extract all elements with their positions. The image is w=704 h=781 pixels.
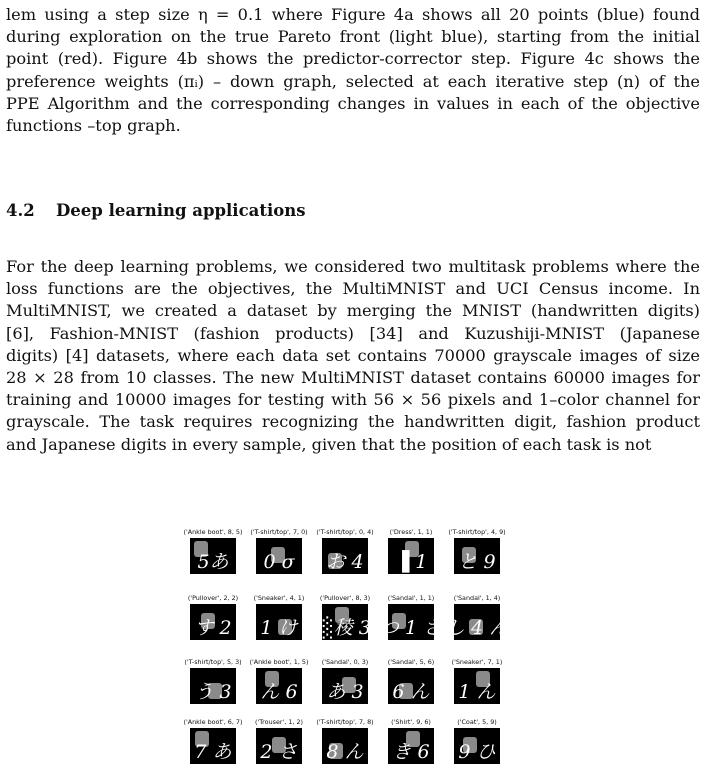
paragraph-pareto-description: [6, 4, 700, 137]
sample-caption: ('Ankle boot', 8, 5): [183, 528, 243, 536]
sample-image: [445, 604, 509, 640]
sample-caption: ('Ankle boot', 6, 7): [183, 718, 243, 726]
text-line: training and 10000 images for testing with 56 × 56 pixels and 1–color channel for: [6, 390, 700, 410]
sample-caption: ('Sandal', 0, 3): [321, 658, 369, 666]
text-line: during exploration on the true Pareto front (light blue), starting from the initial: [6, 27, 700, 47]
text-line: 28 × 28 from 10 classes. The new MultiMNIST dataset contains 60000 images for: [6, 368, 700, 388]
sample-image: [388, 538, 434, 574]
text-line: digits) [4] datasets, where each data set contains 70000 grayscale images of size: [6, 345, 700, 365]
paragraph-deep-learning: [6, 256, 700, 456]
svg-text:0 σ: 0 σ: [263, 551, 295, 573]
sample-image: [379, 604, 443, 640]
sample-caption: ('Shirt', 9, 6): [391, 718, 431, 726]
sample-image: [319, 604, 371, 640]
svg-text:き 6: き 6: [392, 741, 430, 763]
sample-image: [256, 728, 302, 764]
text-line: lem using a step size η = 0.1 where Figure 4a shows all 20 points (blue) found: [6, 5, 700, 24]
svg-text:░稜 3: ░稜 3: [319, 617, 371, 639]
sample-image: [454, 728, 500, 764]
sample-image: [454, 668, 500, 704]
text-line: loss functions are the objectives, the MultiMNIST and UCI Census income. In: [6, 279, 700, 299]
text-line: grayscale. The task requires recognizing the handwritten digit, fashion product: [6, 412, 700, 432]
section-heading: [6, 201, 306, 220]
svg-text:▐ 1: ▐ 1: [394, 551, 428, 573]
text-line: and Japanese digits in every sample, given that the position of each task is not: [6, 434, 652, 454]
svg-text:7 あ: 7 あ: [194, 741, 232, 763]
svg-text:1 け: 1 け: [260, 617, 298, 639]
svg-text:お 4: お 4: [326, 551, 364, 573]
svg-text:す 2: す 2: [194, 617, 232, 639]
sample-image: [388, 668, 434, 704]
sample-image: [190, 728, 236, 764]
sample-caption: ('T-shirt/top', 5, 3): [184, 658, 242, 666]
svg-text:8 ん: 8 ん: [326, 741, 364, 763]
sample-caption: ('Dress', 1, 1): [389, 528, 433, 536]
section-number: 4.2: [6, 201, 35, 220]
text-line: point (red). Figure 4b shows the predictor-corrector step. Figure 4c shows the: [6, 49, 700, 69]
sample-image: [256, 668, 302, 704]
text-line: functions –top graph.: [6, 116, 181, 136]
svg-text:あ 3: あ 3: [326, 681, 364, 703]
sample-image: [256, 538, 302, 574]
sample-caption: ('Sandal', 1, 1): [387, 594, 435, 602]
svg-text:9 ひ: 9 ひ: [458, 741, 496, 763]
sample-image: [190, 604, 236, 640]
sample-caption: ('Pullover', 8, 3): [319, 594, 371, 602]
section-title: Deep learning applications: [56, 201, 306, 220]
text-line: [6], Fashion-MNIST (fashion products) [34] and Kuzushiji-MNIST (Japanese: [6, 323, 700, 343]
svg-text:1 ん: 1 ん: [458, 681, 496, 703]
sample-caption: ('Trouser', 1, 2): [254, 718, 304, 726]
sample-caption: ('Coat', 5, 9): [457, 718, 497, 726]
sample-image: [190, 538, 236, 574]
text-line: MultiMNIST, we created a dataset by merging the MNIST (handwritten digits): [6, 301, 700, 321]
svg-text:6 ん: 6 ん: [392, 681, 430, 703]
svg-text:う 3: う 3: [194, 681, 232, 703]
text-line: preference weights (πᵢ) – down graph, selected at each iterative step (n) of the: [6, 71, 700, 91]
text-line: For the deep learning problems, we considered two multitask problems where the: [6, 257, 700, 276]
sample-caption: ('T-shirt/top', 0, 4): [316, 528, 374, 536]
sample-caption: ('T-shirt/top', 7, 0): [250, 528, 308, 536]
sample-image: [388, 728, 434, 764]
sample-caption: ('Sandal', 5, 6): [387, 658, 435, 666]
sample-caption: ('T-shirt/top', 4, 9): [448, 528, 506, 536]
sample-caption: ('Ankle boot', 1, 5): [249, 658, 309, 666]
sample-image: [190, 668, 236, 704]
svg-text:5あ: 5あ: [197, 551, 229, 573]
svg-text:し 4 ん: し 4 ん: [445, 617, 509, 639]
sample-caption: ('Sandal', 1, 4): [453, 594, 501, 602]
sample-image: [322, 728, 368, 764]
svg-text:2 さ: 2 さ: [260, 741, 298, 763]
svg-text:つ 1 さ: つ 1 さ: [379, 617, 443, 639]
sample-caption: ('Pullover', 2, 2): [187, 594, 239, 602]
sample-caption: ('Sneaker', 4, 1): [253, 594, 305, 602]
text-line: PPE Algorithm and the corresponding changes in values in each of the objective: [6, 93, 700, 113]
sample-image: [322, 668, 368, 704]
sample-image: [322, 538, 368, 574]
sample-image: [256, 604, 302, 640]
svg-text:と 9: と 9: [458, 551, 496, 573]
sample-caption: ('Sneaker', 7, 1): [451, 658, 503, 666]
multimnist-sample-grid: [180, 528, 525, 781]
sample-caption: ('T-shirt/top', 7, 8): [316, 718, 374, 726]
svg-text:ん 6: ん 6: [260, 681, 298, 703]
sample-image: [454, 538, 500, 574]
